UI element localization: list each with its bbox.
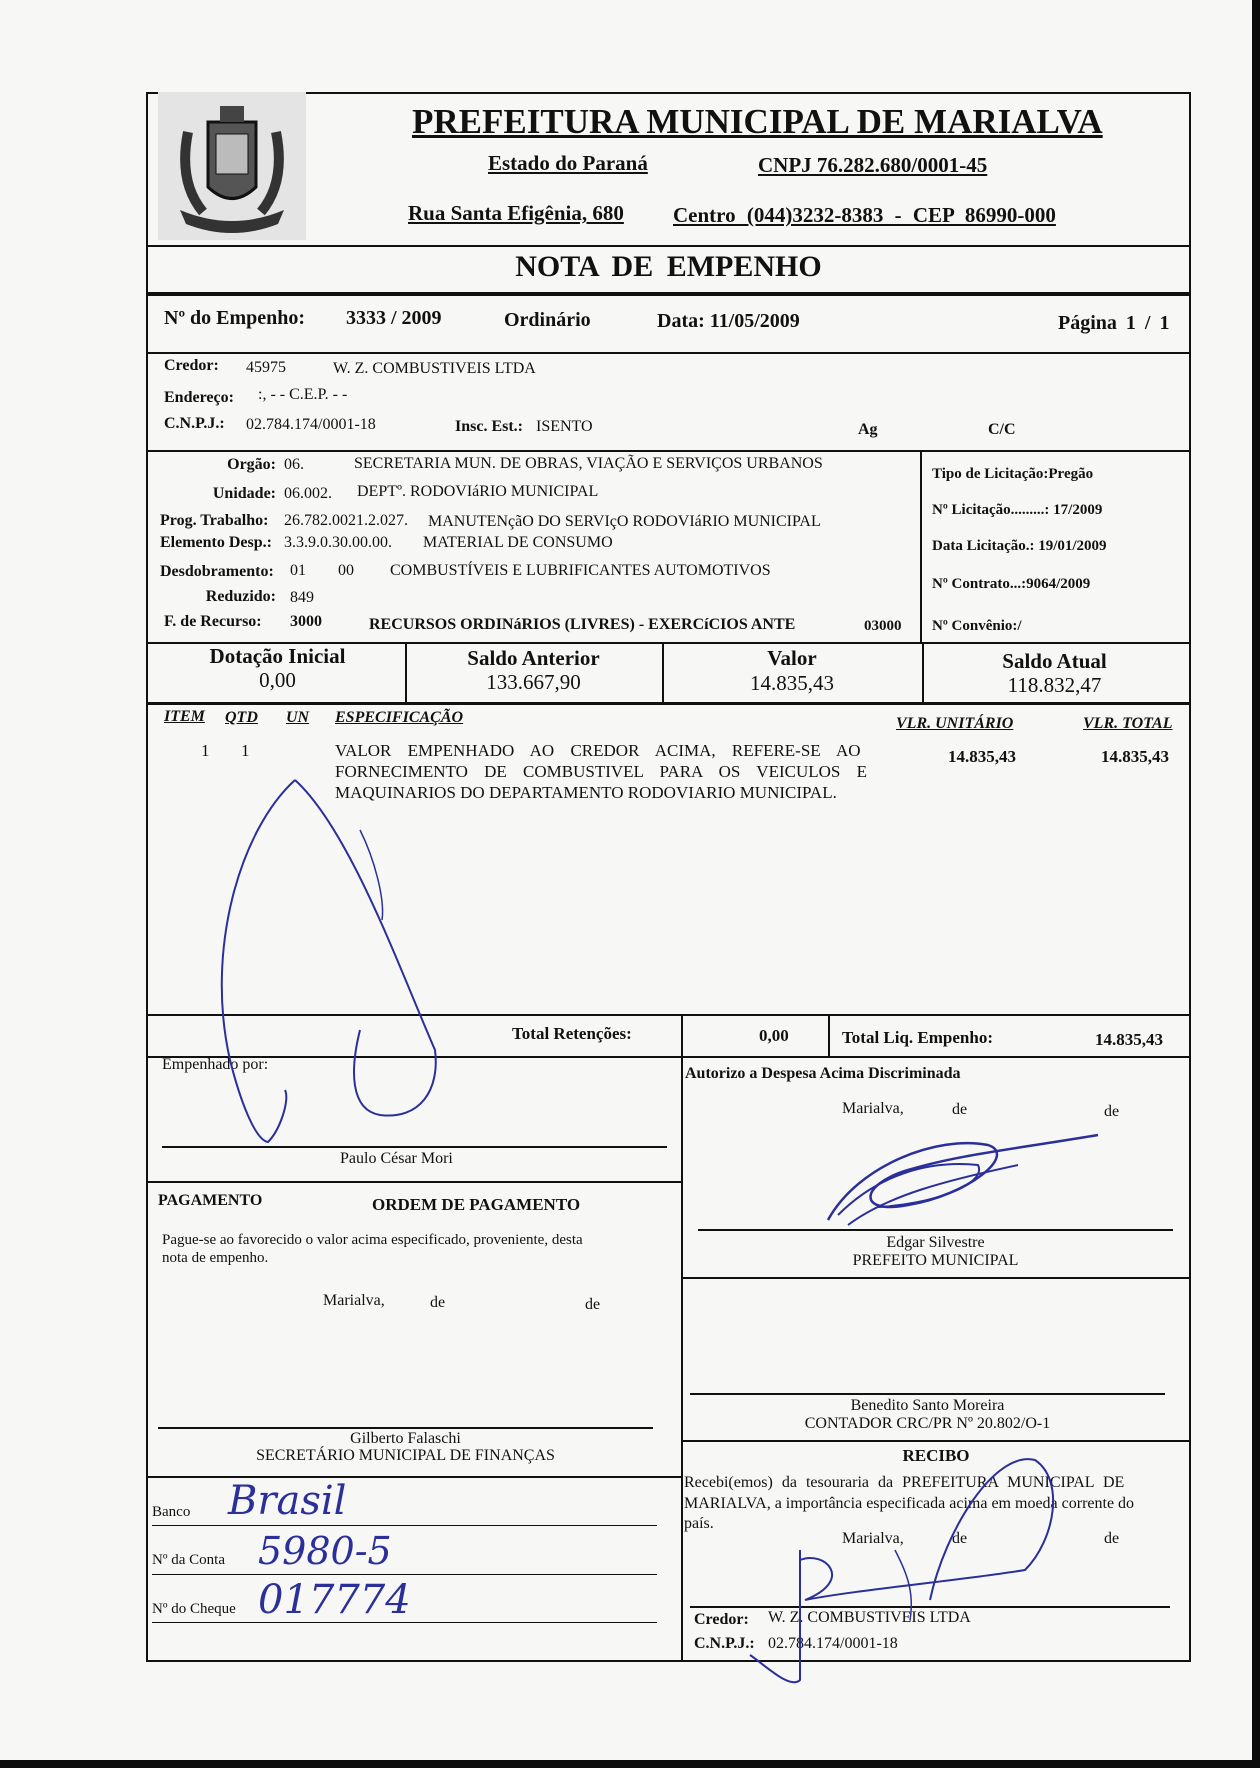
elemento-label: Elemento Desp.: — [160, 534, 272, 551]
elemento-name: MATERIAL DE CONSUMO — [423, 534, 613, 551]
cheque-value: 017774 — [258, 1577, 411, 1623]
prog-trabalho-code: 26.782.0021.2.027. — [284, 512, 408, 529]
orgao-code: 06. — [284, 456, 304, 473]
item-unit-value: 14.835,43 — [948, 747, 1016, 766]
municipality-contact: Centro (044)3232-8383 - CEP 86990-000 — [673, 203, 1056, 227]
handwritten-signature-recibo — [745, 1450, 1065, 1710]
items-header-spec: ESPECIFICAÇÃO — [335, 709, 464, 726]
dotacao-inicial-value: 0,00 — [259, 668, 296, 692]
unidade-name: DEPTº. RODOVIáRIO MUNICIPAL — [357, 483, 599, 500]
credor-agency-label: Ag — [858, 421, 878, 438]
contador-name: Benedito Santo Moreira — [850, 1397, 1005, 1414]
prog-trabalho-name: MANUTENçãO DO SERVIçO RODOVIáRIO MUNICIPAL — [428, 513, 821, 530]
recibo-city: Marialva, — [842, 1530, 904, 1547]
credor-code: 45975 — [246, 359, 286, 376]
municipality-title: PREFEITURA MUNICIPAL DE MARIALVA — [412, 102, 1103, 141]
recibo-de-1: de — [952, 1530, 968, 1547]
item-qtd: 1 — [241, 741, 250, 760]
rule-recibo — [681, 1440, 1191, 1442]
conta-line — [152, 1574, 657, 1575]
saldo-anterior-value: 133.667,90 — [486, 670, 581, 694]
convenio-numero: Nº Convênio:/ — [932, 618, 1022, 634]
rule-totals-2 — [828, 1014, 830, 1056]
rule-lower-center — [681, 1056, 683, 1662]
credor-cnpj-label: C.N.P.J.: — [164, 415, 225, 432]
rule-saldos — [146, 702, 1191, 705]
conta-value: 5980-5 — [258, 1529, 392, 1573]
total-retencoes-value: 0,00 — [759, 1026, 789, 1045]
items-header-unit-value: VLR. UNITÁRIO — [896, 715, 1014, 732]
rule-contador — [681, 1277, 1191, 1279]
autorizo-label: Autorizo a Despesa Acima Discriminada — [685, 1065, 961, 1082]
ordem-pagamento-label: ORDEM DE PAGAMENTO — [372, 1195, 581, 1214]
elemento-code: 3.3.9.0.30.00.00. — [284, 534, 392, 551]
recibo-title: RECIBO — [902, 1446, 970, 1465]
recibo-credor-label: Credor: — [694, 1611, 749, 1628]
recibo-cnpj: 02.784.174/0001-18 — [768, 1635, 898, 1652]
conta-label: Nº da Conta — [152, 1552, 225, 1568]
autorizo-city: Marialva, — [842, 1100, 904, 1117]
total-liquido-label: Total Liq. Empenho: — [842, 1028, 993, 1047]
recibo-text-line-2: MARIALVA, a importância especificada acima em moeda corrente do — [684, 1495, 1135, 1512]
saldo-anterior-label: Saldo Anterior — [467, 646, 600, 670]
pagamento-de-1: de — [430, 1294, 446, 1311]
total-liquido-value: 14.835,43 — [1095, 1030, 1163, 1049]
cheque-line — [152, 1622, 657, 1623]
rule-banco — [146, 1476, 681, 1478]
banco-value: Brasil — [228, 1478, 347, 1524]
signature-line-contador — [690, 1393, 1165, 1395]
licitacao-tipo: Tipo de Licitação:Pregão — [932, 466, 1094, 482]
coat-of-arms-icon — [158, 92, 306, 240]
pagamento-text-line-2: nota de empenho. — [162, 1250, 269, 1266]
credor-insc: ISENTO — [536, 418, 593, 435]
contrato-numero: Nº Contrato...:9064/2009 — [932, 576, 1091, 592]
credor-cnpj: 02.784.174/0001-18 — [246, 416, 376, 433]
rule-totals-1 — [681, 1014, 683, 1056]
secretario-name: Gilberto Falaschi — [350, 1430, 461, 1447]
pagamento-label: PAGAMENTO — [158, 1192, 263, 1209]
contador-title: CONTADOR CRC/PR Nº 20.802/O-1 — [804, 1415, 1051, 1432]
licitacao-numero: Nº Licitação.........: 17/2009 — [932, 502, 1103, 518]
valor-label: Valor — [767, 646, 817, 670]
municipality-cnpj: CNPJ 76.282.680/0001-45 — [758, 153, 988, 177]
item-spec-line-1: VALOR EMPENHADO AO CREDOR ACIMA, REFERE-SE AO — [335, 741, 861, 760]
total-retencoes-label: Total Retenções: — [512, 1024, 632, 1043]
handwritten-signature-empenhado — [200, 770, 460, 1150]
recibo-text-line-3: país. — [684, 1515, 714, 1532]
empenho-date: Data: 11/05/2009 — [657, 310, 800, 332]
fonte-recurso-code: 3000 — [290, 613, 322, 630]
municipality-address: Rua Santa Efigênia, 680 — [408, 201, 624, 225]
items-header-total-value: VLR. TOTAL — [1083, 715, 1173, 732]
credor-name: W. Z. COMBUSTIVEIS LTDA — [333, 360, 536, 377]
state-name: Estado do Paraná — [488, 151, 648, 175]
rule-title — [146, 292, 1191, 296]
prefeito-title: PREFEITO MUNICIPAL — [852, 1252, 1019, 1269]
valor-value: 14.835,43 — [750, 671, 834, 695]
pagamento-text-line-1: Pague-se ao favorecido o valor acima especificado, proveniente, desta — [162, 1232, 583, 1248]
credor-address-label: Endereço: — [164, 389, 234, 406]
saldo-atual-label: Saldo Atual — [1002, 649, 1107, 673]
autorizo-de-2: de — [1104, 1103, 1120, 1120]
empenho-type: Ordinário — [504, 309, 591, 331]
reduzido-value: 849 — [290, 589, 314, 606]
orgao-name: SECRETARIA MUN. DE OBRAS, VIAÇÃO E SERVIÇOS URBANOS — [354, 455, 823, 472]
item-spec-line-2: FORNECIMENTO DE COMBUSTIVEL PARA OS VEICULOS E — [335, 762, 867, 781]
credor-label: Credor: — [164, 357, 219, 374]
fonte-recurso-number: 03000 — [864, 618, 902, 634]
credor-address: :, - - C.E.P. - - — [258, 386, 348, 403]
saldo-atual-value: 118.832,47 — [1007, 673, 1102, 697]
banco-label: Banco — [152, 1504, 191, 1520]
items-header-un: UN — [286, 709, 310, 726]
recibo-cnpj-label: C.N.P.J.: — [694, 1635, 755, 1652]
handwritten-signature-prefeito — [818, 1125, 1118, 1235]
fonte-recurso-label: F. de Recurso: — [164, 613, 262, 630]
page-number: Página 1 / 1 — [1058, 312, 1170, 334]
items-header-item: ITEM — [164, 708, 205, 725]
rule-pagamento — [146, 1181, 681, 1183]
recibo-text-line-1: Recebi(emos) da tesouraria da PREFEITURA MUNICIPAL DE — [684, 1474, 1125, 1491]
fonte-recurso-name: RECURSOS ORDINáRIOS (LIVRES) - EXERCíCIOS ANTE — [369, 616, 796, 633]
unidade-code: 06.002. — [284, 485, 332, 502]
document-title: NOTA DE EMPENHO — [515, 250, 822, 283]
prog-trabalho-label: Prog. Trabalho: — [160, 512, 269, 529]
unidade-label: Unidade: — [212, 485, 276, 502]
licitacao-data: Data Licitação.: 19/01/2009 — [932, 538, 1107, 554]
credor-insc-label: Insc. Est.: — [455, 418, 524, 435]
autorizo-de-1: de — [952, 1101, 968, 1118]
empenhado-por-label: Empenhado por: — [162, 1056, 269, 1073]
orgao-label: Orgão: — [227, 456, 276, 473]
item-number: 1 — [201, 741, 210, 760]
item-spec-line-3: MAQUINARIOS DO DEPARTAMENTO RODOVIARIO MUNICIPAL. — [335, 783, 837, 802]
reduzido-label: Reduzido: — [205, 588, 276, 605]
item-total-value: 14.835,43 — [1101, 747, 1169, 766]
recibo-credor-name: W. Z. COMBUSTIVEIS LTDA — [768, 1609, 971, 1626]
items-header-qtd: QTD — [225, 709, 258, 726]
rule-empenho — [146, 352, 1191, 354]
empenho-number: 3333 / 2009 — [346, 307, 442, 329]
signature-line-secretario — [158, 1427, 653, 1429]
desdobramento-name: COMBUSTÍVEIS E LUBRIFICANTES AUTOMOTIVOS — [390, 562, 771, 579]
desdobramento-code-a: 01 — [290, 562, 306, 579]
pagamento-de-2: de — [585, 1296, 601, 1313]
rule-credor — [146, 450, 1191, 452]
municipal-coat-of-arms — [158, 92, 306, 240]
dotacao-inicial-label: Dotação Inicial — [209, 644, 346, 668]
empenhado-por-name: Paulo César Mori — [340, 1150, 453, 1167]
pagamento-city: Marialva, — [323, 1292, 385, 1309]
rule-dotacao-divider — [920, 450, 922, 642]
recibo-de-2: de — [1104, 1530, 1120, 1547]
secretario-title: SECRETÁRIO MUNICIPAL DE FINANÇAS — [256, 1447, 555, 1464]
desdobramento-label: Desdobramento: — [160, 563, 274, 580]
empenho-number-label: Nº do Empenho: — [164, 307, 306, 329]
rule-header — [146, 245, 1191, 247]
cheque-label: Nº do Cheque — [152, 1601, 236, 1617]
banco-line — [152, 1525, 657, 1526]
prefeito-name: Edgar Silvestre — [886, 1234, 985, 1251]
credor-account-label: C/C — [988, 421, 1016, 438]
desdobramento-code-b: 00 — [338, 562, 354, 579]
